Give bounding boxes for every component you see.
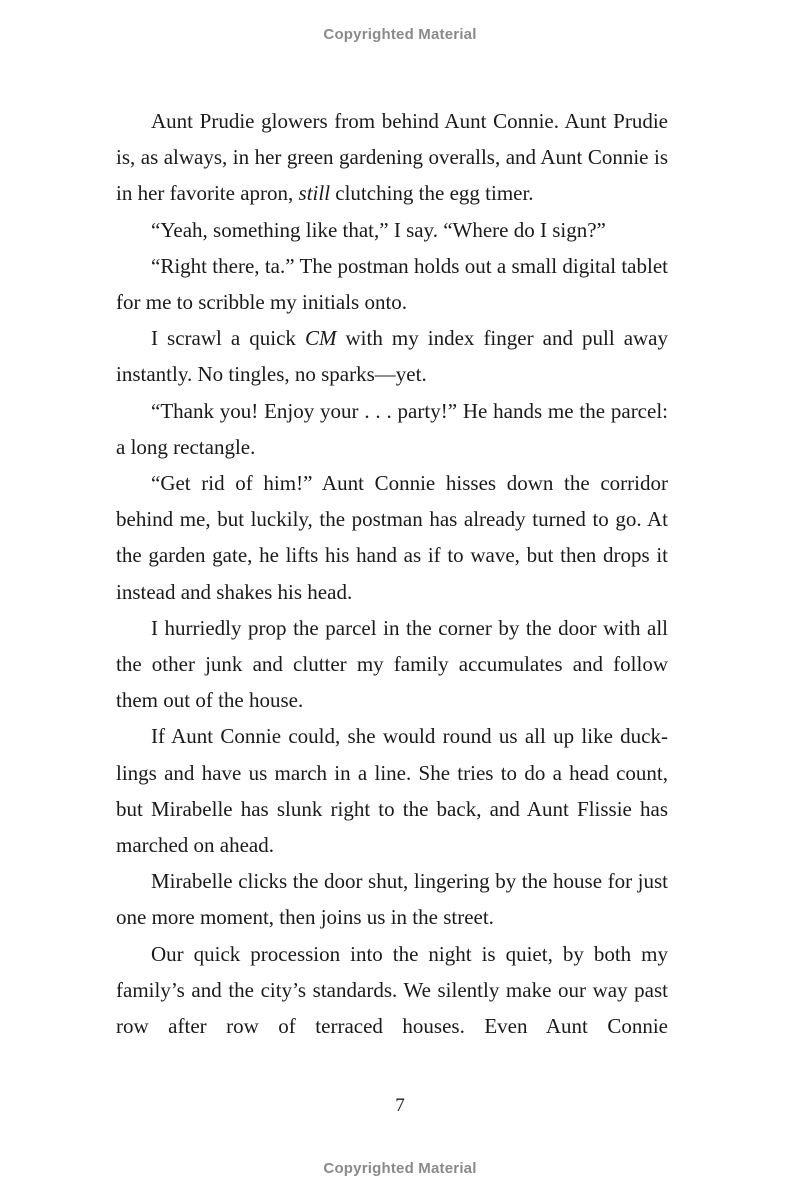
paragraph-5: “Thank you! Enjoy your . . . party!” He hands me the parcel: a long rectangle. — [116, 398, 668, 459]
paragraph-8: If Aunt Connie could, she would round us all up like ducklings and have us march in a line. She tries to do a head count, but Mirabelle has slunk right to the back, and Aunt Flissie has marched on ahead. — [116, 724, 668, 858]
page-body-text — [116, 103, 668, 1044]
paragraph-6: “Get rid of him!” Aunt Connie hisses down the corridor behind me, but luckily, the postman has already turned to go. At the garden gate, he lifts his hand as if to wave, but then drops it instead and shakes his head. — [116, 471, 668, 604]
paragraph-4: I scrawl a quick CM with my index finger and pull away instantly. No tingles, no sparks—yet. — [116, 326, 669, 387]
page-number: 7 — [395, 1095, 405, 1116]
paragraph-9: Mirabelle clicks the door shut, lingering by the house for just one more moment, then joins us in the street. — [116, 869, 668, 930]
paragraph-3: “Right there, ta.” The postman holds out a small digital tablet for me to scribble my initials onto. — [116, 253, 668, 315]
paragraph-10: Our quick procession into the night is quiet, by both my family’s and the city’s standards. We silently make our way past row after row of terraced houses. Even Aunt Connie — [116, 941, 668, 1039]
copyright-watermark-top: Copyrighted Material — [323, 26, 477, 43]
paragraph-7: I hurriedly prop the parcel in the corner by the door with all the other junk and clutter my family accumulates and follow them out of the house. — [116, 615, 668, 713]
paragraph-2: “Yeah, something like that,” I say. “Where do I sign?” — [151, 217, 606, 242]
paragraph-1: Aunt Prudie glowers from behind Aunt Connie. Aunt Prudie is, as always, in her green gardening overalls, and Aunt Connie is in her favorite apron, still clutching the egg timer. — [116, 109, 668, 206]
copyright-watermark-bottom: Copyrighted Material — [323, 1160, 477, 1177]
